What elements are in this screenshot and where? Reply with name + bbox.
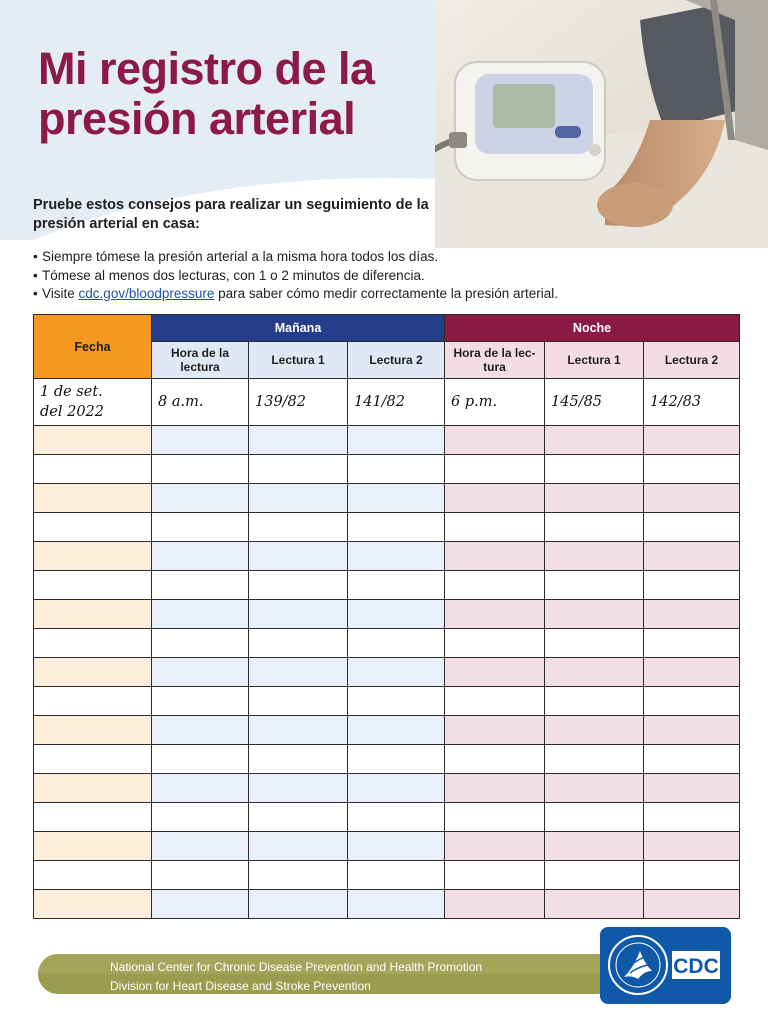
table-row — [34, 484, 740, 513]
intro-heading: Pruebe estos consejos para realizar un seguimiento de la presión arterial en casa: — [33, 197, 429, 232]
night-reading-1-cell[interactable] — [545, 426, 644, 455]
date-cell[interactable] — [34, 513, 152, 542]
table-row — [34, 629, 740, 658]
table-row — [34, 687, 740, 716]
morning-time-cell[interactable] — [152, 484, 249, 513]
page-title — [38, 44, 438, 144]
blood-pressure-log-table — [33, 314, 740, 919]
morning-time-cell[interactable] — [152, 455, 249, 484]
night-time-cell[interactable] — [445, 861, 545, 890]
log-table-body — [34, 379, 740, 919]
morning-reading-2-cell[interactable] — [348, 513, 445, 542]
morning-reading-1-cell[interactable] — [249, 484, 348, 513]
night-time-cell[interactable] — [445, 687, 545, 716]
bullet: • — [33, 286, 38, 301]
table-row — [34, 716, 740, 745]
morning-reading-1-cell[interactable] — [249, 803, 348, 832]
date-cell[interactable] — [34, 426, 152, 455]
morning-time-cell[interactable] — [152, 861, 249, 890]
morning-reading-1-cell[interactable] — [249, 600, 348, 629]
morning-time-cell[interactable] — [152, 600, 249, 629]
date-cell[interactable] — [34, 716, 152, 745]
night-time-cell[interactable] — [445, 745, 545, 774]
night-reading-1-cell[interactable] — [545, 658, 644, 687]
table-row — [34, 426, 740, 455]
night-time-cell[interactable] — [445, 513, 545, 542]
cdc-logo-text: CDC — [673, 955, 719, 978]
table-row — [34, 455, 740, 484]
table-row — [34, 890, 740, 919]
morning-time-cell[interactable] — [152, 687, 249, 716]
night-reading-1-cell[interactable] — [545, 774, 644, 803]
morning-time-cell[interactable] — [152, 774, 249, 803]
date-cell[interactable] — [34, 774, 152, 803]
tip-text: Siempre tómese la presión arterial a la misma hora todos los días. — [42, 249, 439, 264]
tip-text: Tómese al menos dos lecturas, con 1 o 2 minutos de diferencia. — [42, 267, 425, 283]
night-reading-2-cell[interactable] — [644, 600, 740, 629]
date-cell[interactable] — [34, 832, 152, 861]
night-reading-2-cell[interactable] — [644, 542, 740, 571]
night-reading-1-cell[interactable] — [545, 571, 644, 600]
tip-item — [33, 285, 633, 304]
date-cell[interactable] — [34, 571, 152, 600]
night-reading-2-cell[interactable] — [644, 571, 740, 600]
morning-reading-2-cell[interactable] — [348, 716, 445, 745]
table-row — [34, 832, 740, 861]
night-reading-2-cell[interactable] — [644, 716, 740, 745]
night-reading-1-cell[interactable] — [545, 542, 644, 571]
group-header-night: Noche — [445, 315, 740, 342]
night-reading-2-cell[interactable] — [644, 832, 740, 861]
morning-time-cell[interactable] — [152, 803, 249, 832]
night-reading-2-cell[interactable] — [644, 629, 740, 658]
morning-time-cell[interactable] — [152, 890, 249, 919]
night-reading-1-cell[interactable] — [545, 716, 644, 745]
night-time-cell[interactable] — [445, 426, 545, 455]
date-cell[interactable] — [34, 542, 152, 571]
night-reading-1-cell[interactable] — [545, 861, 644, 890]
tip-text: Visite — [42, 286, 75, 301]
morning-reading-2-cell[interactable] — [348, 832, 445, 861]
group-header-morning: Mañana — [152, 315, 445, 342]
table-row — [34, 745, 740, 774]
morning-reading-1-cell[interactable] — [249, 455, 348, 484]
date-cell[interactable] — [34, 658, 152, 687]
night-reading-2-cell[interactable] — [644, 803, 740, 832]
morning-reading-2-cell[interactable] — [348, 745, 445, 774]
date-cell[interactable] — [34, 629, 152, 658]
morning-reading-1-cell[interactable] — [249, 890, 348, 919]
morning-reading-1-cell[interactable] — [249, 426, 348, 455]
footer-line-2: Division for Heart Disease and Stroke Prevention — [110, 979, 371, 993]
morning-reading-1-cell[interactable] — [249, 832, 348, 861]
morning-reading-1-cell[interactable] — [249, 774, 348, 803]
footer-text — [110, 958, 482, 996]
title-line-1: Mi registro de la — [38, 43, 375, 94]
night-time-cell[interactable] — [445, 832, 545, 861]
night-reading-2-cell[interactable] — [644, 658, 740, 687]
blood-pressure-photo — [435, 0, 768, 248]
morning-time-cell[interactable] — [152, 658, 249, 687]
tip-text: para saber cómo medir correctamente la presión arterial. — [218, 286, 559, 301]
morning-reading-2-cell[interactable] — [348, 629, 445, 658]
night-reading-1-cell[interactable] — [545, 803, 644, 832]
example-night-reading-1[interactable]: 145/85 — [545, 379, 644, 426]
date-cell[interactable] — [34, 687, 152, 716]
night-reading-2-cell[interactable] — [644, 745, 740, 774]
morning-time-cell[interactable] — [152, 513, 249, 542]
night-time-cell[interactable] — [445, 890, 545, 919]
night-time-cell[interactable] — [445, 658, 545, 687]
night-time-cell[interactable] — [445, 600, 545, 629]
column-header-date: Fecha — [34, 315, 152, 379]
date-cell[interactable] — [34, 484, 152, 513]
morning-time-cell[interactable] — [152, 745, 249, 774]
night-time-cell[interactable] — [445, 803, 545, 832]
night-reading-2-cell[interactable] — [644, 455, 740, 484]
morning-reading-2-cell[interactable] — [348, 890, 445, 919]
morning-time-cell[interactable] — [152, 629, 249, 658]
night-reading-1-cell[interactable] — [545, 832, 644, 861]
morning-time-cell[interactable] — [152, 716, 249, 745]
example-night-time[interactable]: 6 p.m. — [445, 379, 545, 426]
morning-reading-2-cell[interactable] — [348, 861, 445, 890]
morning-reading-2-cell[interactable] — [348, 687, 445, 716]
night-reading-2-cell[interactable] — [644, 774, 740, 803]
example-morning-time[interactable]: 8 a.m. — [152, 379, 249, 426]
morning-reading-1-cell[interactable] — [249, 745, 348, 774]
morning-reading-1-cell[interactable] — [249, 861, 348, 890]
night-time-cell[interactable] — [445, 542, 545, 571]
morning-reading-2-cell[interactable] — [348, 774, 445, 803]
column-header-morning-reading-2: Lectura 2 — [348, 342, 445, 379]
column-header-night-time: Hora de la lec-tura — [445, 342, 545, 379]
night-reading-1-cell[interactable] — [545, 629, 644, 658]
night-time-cell[interactable] — [445, 455, 545, 484]
morning-reading-2-cell[interactable] — [348, 571, 445, 600]
night-reading-2-cell[interactable] — [644, 861, 740, 890]
table-row — [34, 542, 740, 571]
night-reading-1-cell[interactable] — [545, 484, 644, 513]
tip-item — [33, 248, 633, 267]
column-header-morning-reading-1: Lectura 1 — [249, 342, 348, 379]
example-row — [34, 379, 740, 426]
bloodpressure-link[interactable]: cdc.gov/bloodpressure — [78, 286, 215, 301]
morning-reading-2-cell[interactable] — [348, 803, 445, 832]
morning-reading-2-cell[interactable] — [348, 600, 445, 629]
table-row — [34, 571, 740, 600]
tips-list — [33, 248, 633, 304]
example-date-line-2: del 2022 — [40, 404, 105, 420]
morning-reading-2-cell[interactable] — [348, 455, 445, 484]
night-time-cell[interactable] — [445, 774, 545, 803]
example-date-cell[interactable] — [34, 379, 152, 426]
bullet: • — [33, 267, 38, 283]
morning-reading-1-cell[interactable] — [249, 716, 348, 745]
morning-reading-1-cell[interactable] — [249, 629, 348, 658]
date-cell[interactable] — [34, 600, 152, 629]
night-reading-1-cell[interactable] — [545, 890, 644, 919]
morning-time-cell[interactable] — [152, 542, 249, 571]
night-reading-1-cell[interactable] — [545, 687, 644, 716]
morning-time-cell[interactable] — [152, 426, 249, 455]
night-reading-2-cell[interactable] — [644, 890, 740, 919]
example-date-line-1: 1 de set. — [40, 384, 103, 400]
table-row — [34, 803, 740, 832]
night-reading-2-cell[interactable] — [644, 484, 740, 513]
night-reading-1-cell[interactable] — [545, 600, 644, 629]
morning-reading-2-cell[interactable] — [348, 658, 445, 687]
morning-reading-2-cell[interactable] — [348, 426, 445, 455]
night-reading-1-cell[interactable] — [545, 513, 644, 542]
table-row — [34, 658, 740, 687]
table-row — [34, 774, 740, 803]
date-cell[interactable] — [34, 803, 152, 832]
morning-reading-2-cell[interactable] — [348, 542, 445, 571]
example-morning-reading-1[interactable]: 139/82 — [249, 379, 348, 426]
date-cell[interactable] — [34, 890, 152, 919]
date-cell[interactable] — [34, 861, 152, 890]
title-line-2: presión arterial — [38, 93, 356, 144]
table-row — [34, 600, 740, 629]
example-night-reading-2[interactable]: 142/83 — [644, 379, 740, 426]
table-row — [34, 513, 740, 542]
cdc-logo — [600, 927, 731, 1004]
night-reading-2-cell[interactable] — [644, 513, 740, 542]
morning-reading-2-cell[interactable] — [348, 484, 445, 513]
bullet: • — [33, 249, 38, 264]
night-time-cell[interactable] — [445, 629, 545, 658]
morning-reading-1-cell[interactable] — [249, 658, 348, 687]
morning-reading-1-cell[interactable] — [249, 571, 348, 600]
night-reading-2-cell[interactable] — [644, 426, 740, 455]
column-header-morning-time: Hora de la lectura — [152, 342, 249, 379]
footer-line-1: National Center for Chronic Disease Prevention and Health Promotion — [110, 960, 483, 974]
morning-time-cell[interactable] — [152, 571, 249, 600]
table-row — [34, 861, 740, 890]
tip-item — [33, 267, 633, 286]
date-cell[interactable] — [34, 455, 152, 484]
night-reading-2-cell[interactable] — [644, 687, 740, 716]
morning-time-cell[interactable] — [152, 832, 249, 861]
column-header-night-reading-2: Lectura 2 — [644, 342, 740, 379]
night-reading-1-cell[interactable] — [545, 455, 644, 484]
morning-reading-1-cell[interactable] — [249, 513, 348, 542]
morning-reading-1-cell[interactable] — [249, 542, 348, 571]
night-time-cell[interactable] — [445, 571, 545, 600]
night-time-cell[interactable] — [445, 484, 545, 513]
morning-reading-1-cell[interactable] — [249, 687, 348, 716]
night-time-cell[interactable] — [445, 716, 545, 745]
night-reading-1-cell[interactable] — [545, 745, 644, 774]
date-cell[interactable] — [34, 745, 152, 774]
example-morning-reading-2[interactable]: 141/82 — [348, 379, 445, 426]
column-header-night-reading-1: Lectura 1 — [545, 342, 644, 379]
